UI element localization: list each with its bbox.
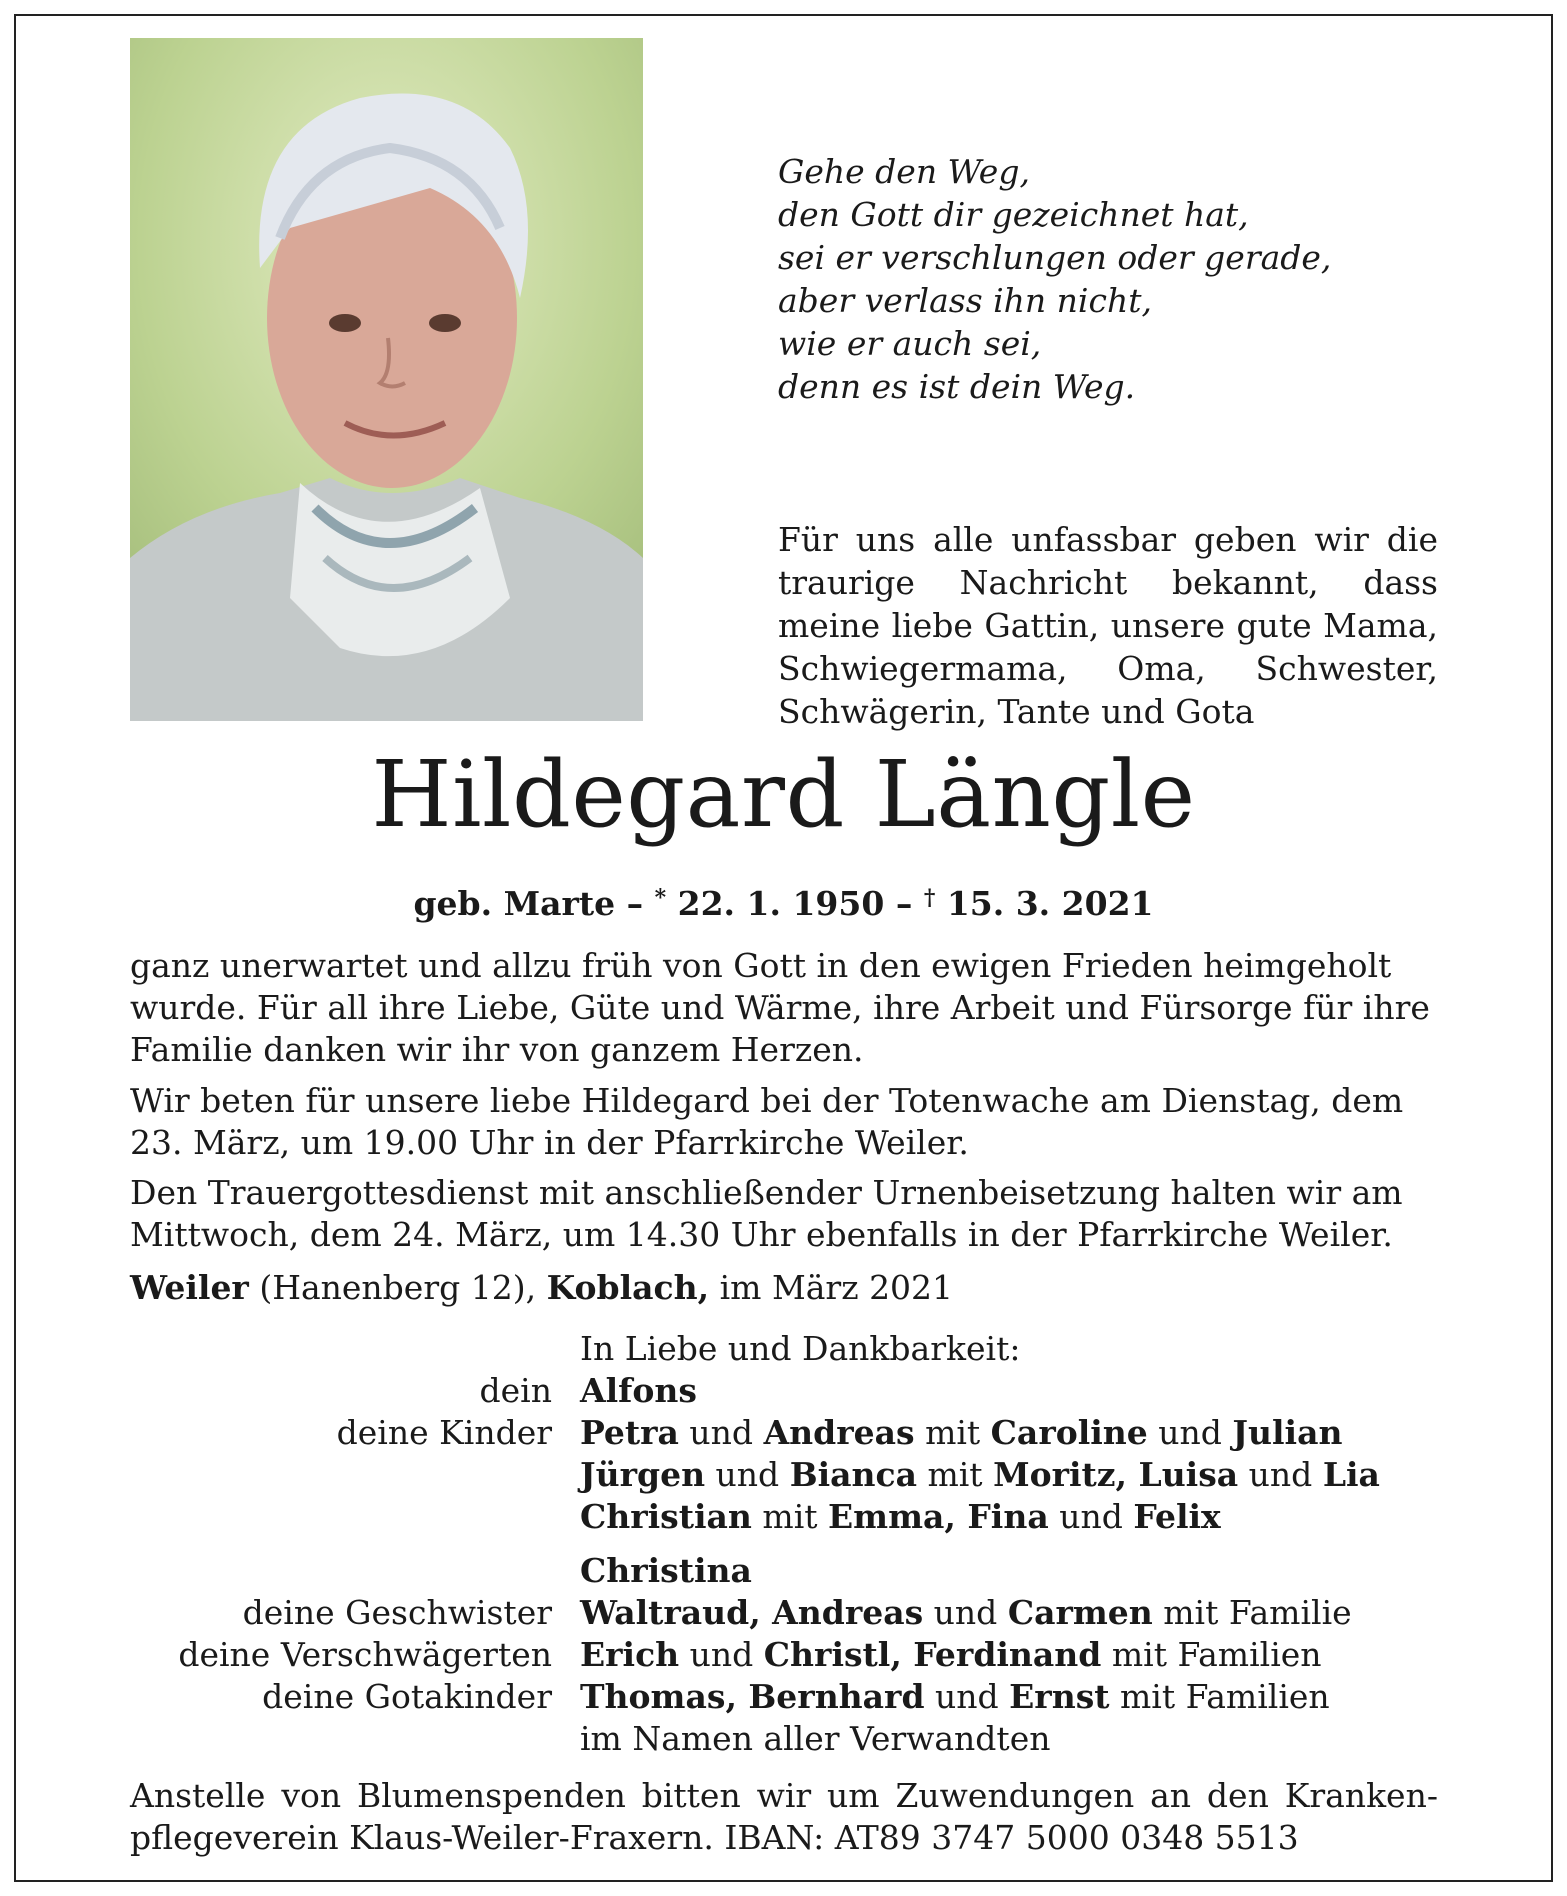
signer-row-relatives <box>130 1718 1438 1760</box>
signer-label: deine Verschwägerten <box>178 1635 552 1674</box>
birth-symbol: * <box>654 885 667 911</box>
name-bold: Christian <box>580 1497 752 1536</box>
name-bold: Thomas, Bernhard <box>580 1677 925 1716</box>
name-bold: Ernst <box>1009 1677 1110 1716</box>
paragraph-wake: Wir beten für unsere liebe Hildegard bei der Totenwache am Dienstag, dem 23. März, um 19.00 Uhr in der Pfarrkirche Weiler. <box>130 1081 1404 1162</box>
name-bold: Emma, Fina <box>828 1497 1049 1536</box>
dash: – <box>615 884 655 923</box>
dash: – <box>884 884 924 923</box>
connector-text: und <box>1147 1413 1233 1452</box>
signer-row-godchildren <box>130 1676 1438 1718</box>
connector-text: und <box>1238 1455 1323 1494</box>
poem-line: sei er verschlungen oder gerade, <box>778 238 1332 277</box>
signer-label: deine Kinder <box>336 1413 552 1452</box>
signers-list <box>130 1328 1438 1760</box>
birth-name: geb. Marte <box>413 884 616 923</box>
name-bold: Bianca <box>789 1455 917 1494</box>
signer-names <box>580 1676 1330 1718</box>
town: Weiler <box>130 1268 249 1307</box>
signer-row-children <box>130 1412 1438 1454</box>
intro-text: Für uns alle unfassbar geben wir die traurige Nachricht bekannt, dass meine liebe Gattin, unsere gute Mama, Schwiegermama, Oma, Schwester, Schwägerin, Tante und Gota <box>778 520 1438 731</box>
name-bold: Lia <box>1322 1455 1380 1494</box>
life-dates <box>0 876 1567 926</box>
connector-text: mit <box>916 1455 994 1494</box>
signer-names: Christina <box>580 1551 752 1590</box>
connector-text: und <box>705 1455 790 1494</box>
connector-text: mit Familie <box>1152 1593 1352 1632</box>
address: (Hanenberg 12), <box>248 1268 547 1307</box>
donation-note: Anstelle von Blumenspenden bitten wir um Zuwendungen an den Kranken-pflegeverein Klaus-Weiler-Fraxern. IBAN: AT89 3747 5000 0348 5513 <box>130 1776 1438 1857</box>
name-bold: Andreas <box>763 1413 915 1452</box>
signer-names <box>580 1412 1342 1454</box>
poem-line: aber verlass ihn nicht, <box>778 281 1152 320</box>
connector-text: mit <box>751 1497 829 1536</box>
connector-text: und <box>1048 1497 1134 1536</box>
paragraph-funeral: Den Trauergottesdienst mit anschließender Urnenbeisetzung halten wir am Mittwoch, dem 24. März, um 14.30 Uhr ebenfalls in der Pfarrkirche Weiler. <box>130 1173 1403 1254</box>
poem-line: wie er auch sei, <box>778 324 1042 363</box>
signer-row-spouse <box>130 1370 1438 1412</box>
signer-label: dein <box>479 1371 552 1410</box>
deceased-name: Hildegard Längle <box>371 741 1196 848</box>
name-bold: Waltraud, Andreas <box>580 1593 924 1632</box>
poem-line: den Gott dir gezeichnet hat, <box>778 195 1249 234</box>
signer-names <box>580 1454 1380 1496</box>
signer-row-children <box>130 1454 1438 1496</box>
name-bold: Caroline <box>990 1413 1148 1452</box>
connector-text: mit Familien <box>1109 1677 1330 1716</box>
poem-line: denn es ist dein Weg. <box>778 367 1136 406</box>
death-date: 15. 3. 2021 <box>935 884 1154 923</box>
signer-names <box>580 1634 1322 1676</box>
poem-line: Gehe den Weg, <box>778 152 1030 191</box>
birth-date: 22. 1. 1950 <box>666 884 885 923</box>
name-bold: Erich <box>580 1635 680 1674</box>
name-bold: Petra <box>580 1413 679 1452</box>
poem <box>778 150 1331 408</box>
signer-row-extra <box>130 1550 1438 1592</box>
signer-row-siblings <box>130 1592 1438 1634</box>
signer-names: im Namen aller Verwandten <box>580 1719 1051 1758</box>
connector-text: mit <box>914 1413 991 1452</box>
signer-row-children <box>130 1496 1438 1538</box>
name-bold: Julian <box>1232 1413 1343 1452</box>
signer-label: deine Geschwister <box>242 1593 552 1632</box>
connector-text: und <box>923 1593 1008 1632</box>
portrait-photo <box>130 38 643 721</box>
town: Koblach, <box>546 1268 710 1307</box>
name-bold: Christl, Ferdinand <box>763 1635 1102 1674</box>
signers-header-row <box>130 1328 1438 1370</box>
connector-text: und <box>924 1677 1010 1716</box>
name-bold: Carmen <box>1007 1593 1153 1632</box>
name-bold: Moritz, Luisa <box>993 1455 1239 1494</box>
death-symbol: † <box>923 885 936 911</box>
name-bold: Jürgen <box>580 1455 706 1494</box>
signer-label: deine Gotakinder <box>262 1677 552 1716</box>
connector-text: und <box>679 1635 764 1674</box>
signers-header: In Liebe und Dankbarkeit: <box>580 1329 1021 1368</box>
month-year: im März 2021 <box>709 1268 954 1307</box>
paragraph-gratitude: ganz unerwartet und allzu früh von Gott in den ewigen Frieden heimgeholt wurde. Für all ihre Liebe, Güte und Wärme, ihre Arbeit und Fürsorge für ihre Familie danken wir ihr von ganzem Herzen. <box>130 946 1430 1069</box>
signer-names <box>580 1592 1352 1634</box>
signer-row-inlaws <box>130 1634 1438 1676</box>
connector-text: mit Familien <box>1101 1635 1322 1674</box>
signer-names <box>580 1496 1221 1538</box>
name-bold: Felix <box>1133 1497 1221 1536</box>
connector-text: und <box>678 1413 764 1452</box>
place-date <box>130 1267 1438 1309</box>
signer-names: Alfons <box>580 1371 697 1410</box>
